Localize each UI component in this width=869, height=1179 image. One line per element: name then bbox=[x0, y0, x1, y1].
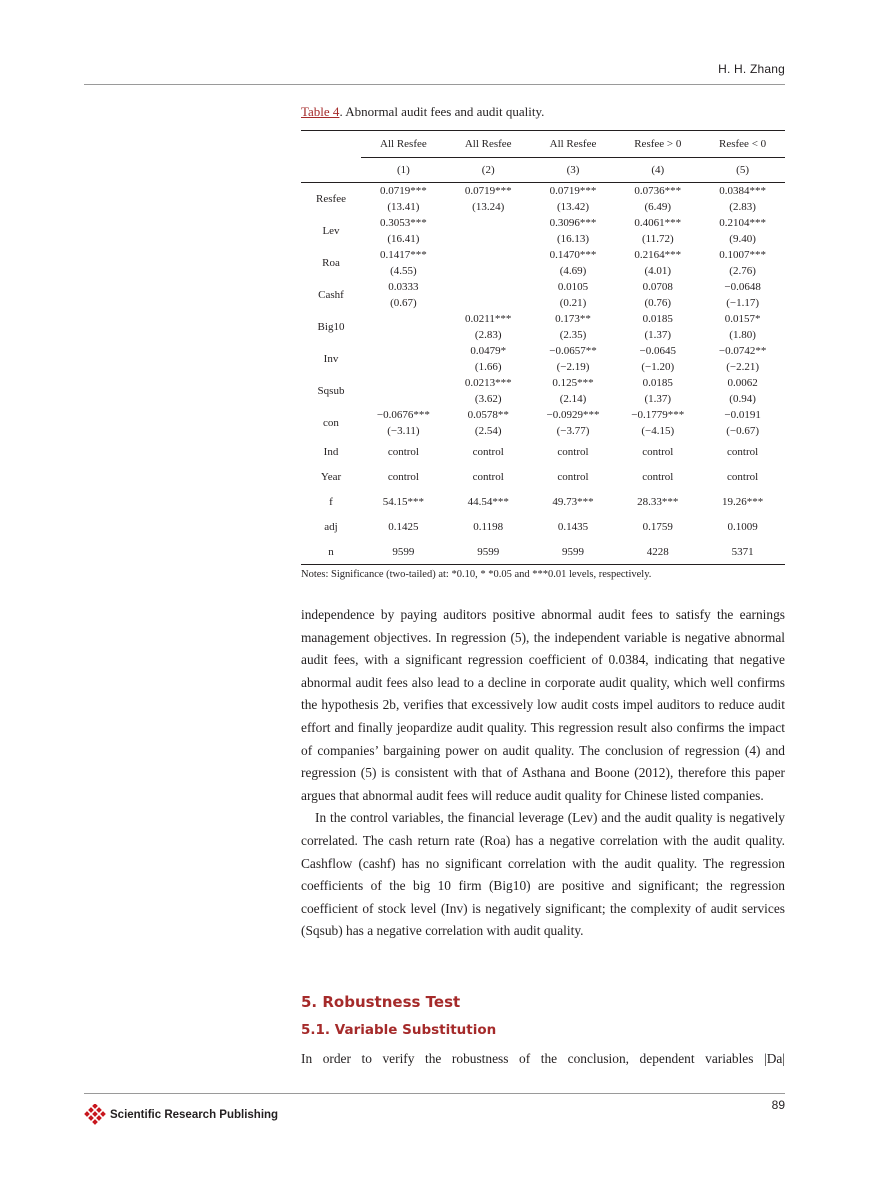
coefficient bbox=[446, 247, 531, 263]
t-statistic: (0.94) bbox=[729, 393, 756, 405]
t-statistic bbox=[361, 391, 446, 407]
table-caption-label[interactable]: Table 4 bbox=[301, 104, 340, 119]
logo-diamond bbox=[92, 1119, 98, 1125]
table-cell bbox=[446, 343, 531, 375]
t-statistic: (13.24) bbox=[472, 201, 505, 213]
t-statistic: (−2.21) bbox=[726, 361, 759, 373]
table-cell bbox=[531, 279, 616, 311]
table-cell: control bbox=[727, 445, 759, 458]
paragraph-1: independence by paying auditors positive abnormal audit fees to satisfy the earnings management objectives. In regression (5), the independent variable is negative abnormal audit fees, with a significant regression coefficient of 0.0384, indicating that negative abnormal audit fees also lead to a decline in corporate audit quality, which well confirms the hypothesis 2b, verifies that excessively low audit costs impel auditors to reduce audit effort and finally jeopardize audit quality. This regression result also confirms the impact of companies’ bargaining power on audit quality. The conclusion of regression (4) and regression (5) is consistent with that of Asthana and Boone (2012), therefore this paper argues that abnormal audit fees will reduce audit quality for Chinese listed companies. bbox=[301, 607, 785, 803]
table-cell bbox=[615, 407, 700, 439]
regression-table-body bbox=[301, 131, 785, 565]
paragraph-2: In the control variables, the financial leverage (Lev) and the audit quality is negatively correlated. The cash return rate (Roa) has a negative correlation with the audit quality. Cashflow (cashf) has no significant correlation with the audit quality. The regression coefficients of the big 10 firm (Big10) are positive and significant; the regression coefficient of stock level (Inv) is negatively significant; the complexity of audit services (Sqsub) has a negative correlation with audit quality. bbox=[301, 810, 785, 939]
logo-diamond bbox=[96, 1107, 102, 1113]
t-statistic bbox=[446, 263, 531, 279]
table-cell bbox=[361, 343, 446, 375]
t-statistic: (9.40) bbox=[729, 233, 756, 245]
column-number: (2) bbox=[446, 158, 531, 183]
table-row bbox=[301, 279, 785, 311]
coefficient: 0.0719*** bbox=[549, 185, 597, 197]
table-cell bbox=[361, 375, 446, 407]
t-statistic: (1.66) bbox=[474, 361, 502, 373]
t-statistic: (4.69) bbox=[559, 265, 587, 277]
coefficient: 0.0479* bbox=[470, 345, 507, 357]
column-header: Resfee < 0 bbox=[700, 131, 785, 158]
table-row bbox=[301, 343, 785, 375]
t-statistic: (0.76) bbox=[644, 297, 672, 309]
coefficient: −0.1779*** bbox=[631, 409, 685, 421]
t-statistic: (16.13) bbox=[556, 233, 590, 245]
coefficient: 0.0213*** bbox=[464, 377, 512, 389]
table-row bbox=[301, 375, 785, 407]
table-cell: control bbox=[727, 470, 759, 483]
table-cell bbox=[446, 407, 531, 439]
table-header-row bbox=[301, 131, 785, 158]
coefficient: 0.0333 bbox=[388, 281, 419, 293]
table-caption bbox=[301, 104, 544, 120]
table-cell: 0.1009 bbox=[727, 520, 758, 533]
t-statistic: (2.14) bbox=[559, 393, 587, 405]
table-caption-text: . Abnormal audit fees and audit quality. bbox=[339, 104, 545, 119]
table-row bbox=[301, 514, 785, 539]
table-cell bbox=[531, 247, 616, 279]
column-number-empty bbox=[301, 158, 361, 183]
table-cell bbox=[531, 215, 616, 247]
table-cell: control bbox=[472, 445, 504, 458]
table-cell bbox=[361, 311, 446, 343]
t-statistic: (−4.15) bbox=[641, 425, 675, 437]
coefficient: 0.0384*** bbox=[719, 185, 766, 197]
row-label: Year bbox=[320, 470, 342, 483]
t-statistic: (1.80) bbox=[729, 329, 756, 341]
table-cell bbox=[531, 311, 616, 343]
table-row bbox=[301, 247, 785, 279]
table-row bbox=[301, 183, 785, 216]
table-cell bbox=[446, 215, 531, 247]
table-notes: Notes: Significance (two-tailed) at: *0.10, * *0.05 and ***0.01 levels, respectively. bbox=[301, 569, 652, 580]
table-cell: control bbox=[557, 445, 589, 458]
coefficient: 0.173** bbox=[555, 313, 591, 325]
table-cell bbox=[446, 311, 531, 343]
table-cell: 19.26*** bbox=[721, 495, 764, 508]
table-row bbox=[301, 439, 785, 464]
row-label: adj bbox=[324, 520, 338, 533]
table-cell bbox=[531, 375, 616, 407]
table-cell bbox=[700, 311, 785, 343]
t-statistic: (2.83) bbox=[474, 329, 502, 341]
coefficient bbox=[446, 215, 531, 231]
table-cell bbox=[531, 343, 616, 375]
table-cell bbox=[615, 375, 700, 407]
table-cell: 44.54*** bbox=[467, 495, 509, 508]
table-cell: control bbox=[642, 470, 674, 483]
table-cell bbox=[615, 279, 700, 311]
coefficient: 0.0185 bbox=[642, 313, 673, 325]
table-cell: control bbox=[387, 470, 419, 483]
row-label: con bbox=[323, 417, 339, 429]
table-cell bbox=[700, 215, 785, 247]
column-number: (4) bbox=[615, 158, 700, 183]
coefficient: −0.0648 bbox=[724, 281, 761, 293]
table-cell bbox=[615, 247, 700, 279]
row-label: Cashf bbox=[318, 289, 344, 301]
row-label: f bbox=[329, 495, 333, 508]
table-cell bbox=[361, 215, 446, 247]
t-statistic bbox=[446, 295, 531, 311]
row-label: Inv bbox=[323, 353, 339, 365]
table-cell: 0.1759 bbox=[642, 520, 673, 533]
table-cell bbox=[446, 279, 531, 311]
coefficient: 0.1417*** bbox=[380, 249, 427, 261]
t-statistic: (11.72) bbox=[641, 233, 674, 245]
row-label: Sqsub bbox=[317, 385, 345, 397]
page-number: 89 bbox=[771, 1098, 785, 1112]
coefficient: 0.1007*** bbox=[719, 249, 766, 261]
coefficient bbox=[361, 343, 446, 359]
table-cell bbox=[615, 183, 700, 216]
table-row bbox=[301, 489, 785, 514]
table-row bbox=[301, 464, 785, 489]
table-cell: 9599 bbox=[361, 539, 446, 565]
table-cell bbox=[446, 247, 531, 279]
column-header: Resfee > 0 bbox=[615, 131, 700, 158]
coefficient: 0.0157* bbox=[724, 313, 761, 325]
t-statistic: (2.35) bbox=[559, 329, 587, 341]
table-cell bbox=[446, 375, 531, 407]
running-header-author: H. H. Zhang bbox=[718, 62, 785, 76]
coefficient: 0.0578** bbox=[467, 409, 509, 421]
logo-diamond bbox=[96, 1115, 102, 1121]
t-statistic: (3.62) bbox=[474, 393, 502, 405]
t-statistic: (13.41) bbox=[387, 201, 420, 213]
table-cell bbox=[615, 311, 700, 343]
t-statistic: (−3.11) bbox=[387, 425, 420, 437]
t-statistic: (2.83) bbox=[729, 201, 756, 213]
publisher-logo[interactable] bbox=[84, 1104, 278, 1126]
table-cell bbox=[531, 407, 616, 439]
table-cell: 28.33*** bbox=[637, 495, 679, 508]
coefficient: −0.0191 bbox=[724, 409, 761, 421]
t-statistic: (6.49) bbox=[644, 201, 672, 213]
coefficient: 0.0185 bbox=[642, 377, 673, 389]
table-cell bbox=[361, 407, 446, 439]
table-cell bbox=[615, 343, 700, 375]
table-cell: 5371 bbox=[700, 539, 785, 565]
logo-diamond bbox=[100, 1111, 106, 1117]
column-header: All Resfee bbox=[531, 131, 616, 158]
table-cell: 9599 bbox=[531, 539, 616, 565]
t-statistic: (13.42) bbox=[556, 201, 590, 213]
table-cell bbox=[700, 343, 785, 375]
row-label: Ind bbox=[323, 445, 339, 458]
column-header: All Resfee bbox=[446, 131, 531, 158]
coefficient: 0.3053*** bbox=[380, 217, 427, 229]
table-cell: control bbox=[387, 445, 419, 458]
table-cell: 54.15*** bbox=[382, 495, 425, 508]
t-statistic: (1.37) bbox=[644, 393, 672, 405]
body-text bbox=[301, 604, 785, 943]
t-statistic bbox=[361, 359, 446, 375]
table-cell bbox=[361, 279, 446, 311]
table-cell: 4228 bbox=[615, 539, 700, 565]
coefficient: −0.0929*** bbox=[546, 409, 600, 421]
logo-diamond bbox=[88, 1107, 94, 1113]
table-header-empty bbox=[301, 131, 361, 158]
row-label: Big10 bbox=[317, 321, 345, 333]
t-statistic: (−0.67) bbox=[726, 425, 759, 437]
coefficient: 0.0719*** bbox=[464, 185, 512, 197]
table-row bbox=[301, 407, 785, 439]
coefficient: −0.0645 bbox=[639, 345, 677, 357]
t-statistic: (0.21) bbox=[559, 297, 587, 309]
column-number: (3) bbox=[531, 158, 616, 183]
table-cell: 0.1425 bbox=[388, 520, 419, 533]
t-statistic: (2.76) bbox=[729, 265, 756, 277]
coefficient: 0.125*** bbox=[552, 377, 594, 389]
regression-table bbox=[301, 130, 785, 565]
coefficient: 0.3096*** bbox=[549, 217, 597, 229]
coefficient bbox=[446, 279, 531, 295]
column-number: (5) bbox=[700, 158, 785, 183]
t-statistic: (16.41) bbox=[387, 233, 420, 245]
table-cell: 0.1435 bbox=[557, 520, 589, 533]
table-row bbox=[301, 311, 785, 343]
table-cell bbox=[700, 183, 785, 216]
table-cell: control bbox=[557, 470, 589, 483]
logo-diamond bbox=[88, 1115, 94, 1121]
paragraph-3: In order to verify the robustness of the conclusion, dependent variables |Da| bbox=[301, 1051, 785, 1066]
table-cell: control bbox=[642, 445, 674, 458]
header-divider bbox=[84, 84, 785, 85]
table-column-number-row bbox=[301, 158, 785, 183]
coefficient: 0.0719*** bbox=[380, 185, 427, 197]
subsection-heading-variable-substitution: 5.1. Variable Substitution bbox=[301, 1022, 497, 1038]
row-label: n bbox=[301, 539, 361, 565]
coefficient: 0.0211*** bbox=[465, 313, 512, 325]
table-cell bbox=[446, 183, 531, 216]
table-cell bbox=[615, 215, 700, 247]
table-cell bbox=[531, 183, 616, 216]
logo-diamond bbox=[84, 1111, 90, 1117]
srp-diamond-logo-icon bbox=[84, 1104, 106, 1126]
coefficient: 0.0708 bbox=[642, 281, 673, 293]
t-statistic bbox=[361, 327, 446, 343]
coefficient: 0.1470*** bbox=[549, 249, 597, 261]
coefficient: 0.0105 bbox=[557, 281, 589, 293]
table-cell: 9599 bbox=[446, 539, 531, 565]
coefficient: −0.0657** bbox=[549, 345, 597, 357]
coefficient bbox=[361, 311, 446, 327]
column-number: (1) bbox=[361, 158, 446, 183]
coefficient: −0.0742** bbox=[718, 345, 767, 357]
t-statistic bbox=[446, 231, 531, 247]
table-cell: control bbox=[472, 470, 504, 483]
t-statistic: (4.01) bbox=[644, 265, 672, 277]
table-cell bbox=[700, 407, 785, 439]
section-heading-robustness-test: 5. Robustness Test bbox=[301, 993, 461, 1011]
t-statistic: (0.67) bbox=[390, 297, 417, 309]
coefficient bbox=[361, 375, 446, 391]
t-statistic: (−1.17) bbox=[726, 297, 759, 309]
t-statistic: (1.37) bbox=[644, 329, 672, 341]
coefficient: 0.2164*** bbox=[634, 249, 682, 261]
table-cell bbox=[361, 247, 446, 279]
t-statistic: (4.55) bbox=[390, 265, 417, 277]
table-cell: 49.73*** bbox=[552, 495, 594, 508]
t-statistic: (−1.20) bbox=[641, 361, 675, 373]
publisher-name: Scientific Research Publishing bbox=[110, 1109, 279, 1121]
table-cell: 0.1198 bbox=[473, 520, 504, 533]
row-label: Resfee bbox=[316, 193, 346, 205]
coefficient: 0.0062 bbox=[727, 377, 758, 389]
t-statistic: (−2.19) bbox=[556, 361, 590, 373]
coefficient: 0.2104*** bbox=[719, 217, 766, 229]
table-row bbox=[301, 215, 785, 247]
table-cell bbox=[700, 279, 785, 311]
table-cell bbox=[700, 247, 785, 279]
t-statistic: (2.54) bbox=[474, 425, 502, 437]
row-label: Roa bbox=[322, 257, 340, 269]
t-statistic: (−3.77) bbox=[556, 425, 590, 437]
coefficient: −0.0676*** bbox=[376, 409, 430, 421]
column-header: All Resfee bbox=[361, 131, 446, 158]
logo-diamond bbox=[92, 1104, 98, 1109]
table-cell bbox=[700, 375, 785, 407]
table-row bbox=[301, 539, 785, 565]
coefficient: 0.0736*** bbox=[634, 185, 682, 197]
row-label: Lev bbox=[322, 225, 340, 237]
logo-diamond bbox=[92, 1111, 98, 1117]
table-cell bbox=[361, 183, 446, 216]
coefficient: 0.4061*** bbox=[634, 217, 682, 229]
footer-divider bbox=[84, 1093, 785, 1094]
